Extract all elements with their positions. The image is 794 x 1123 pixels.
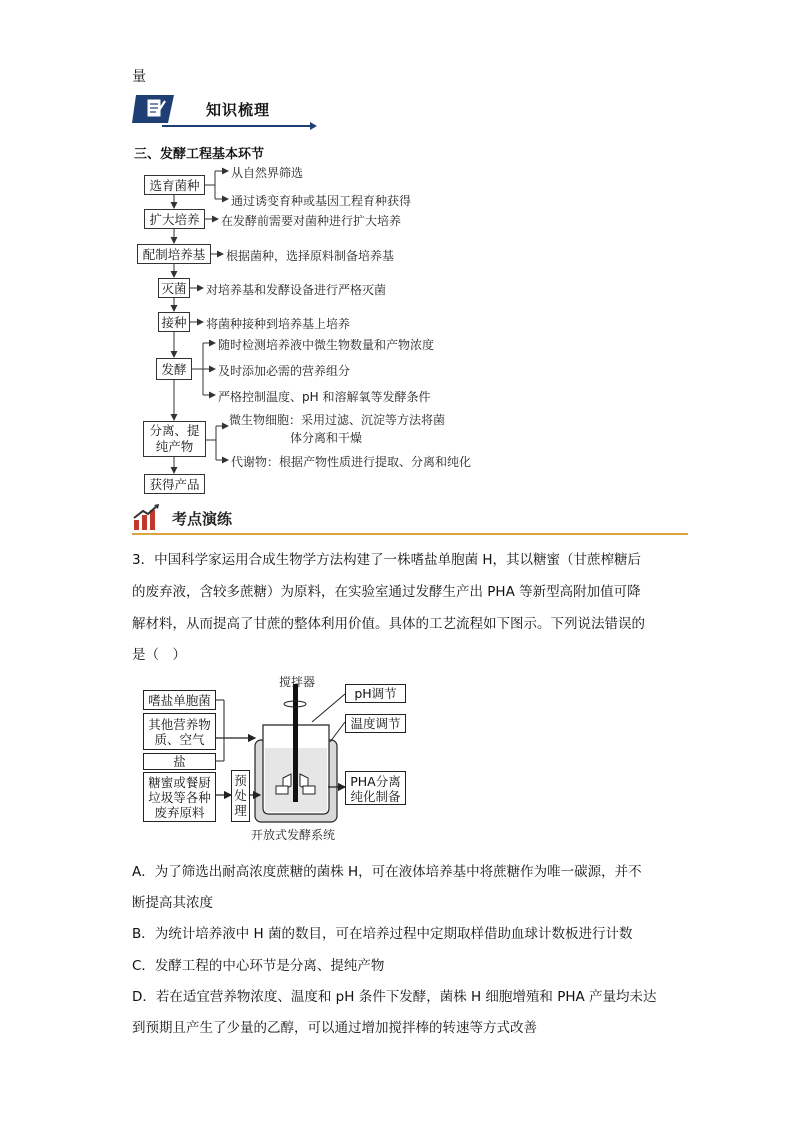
note-ferment-conditions: 严格控制温度、pH 和溶解氧等发酵条件 [218,390,431,404]
section-title: 三、发酵工程基本环节 [134,147,265,162]
pretreatment-box: 预 处 理 [231,770,250,822]
note-ferment-monitor: 随时检测培养液中微生物数量和产物浓度 [218,338,435,352]
question-line-4: 是（ ） [132,647,186,663]
page-top-fragment: 量 [132,69,146,85]
raw-material-input: 糖蜜或餐厨 垃圾等各种 废弃原料 [143,772,216,822]
flow-step-select: 选育菌种 [144,175,205,195]
option-d-line-2: 到预期且产生了少量的乙醇，可以通过增加搅拌棒的转速等方式改善 [132,1020,537,1036]
flow-step-expand: 扩大培养 [144,209,205,229]
note-ferment-nutrients: 及时添加必需的营养组分 [218,364,351,378]
option-b: B．为统计培养液中 H 菌的数目，可在培养过程中定期取样借助血球计数板进行计数 [132,926,633,942]
pha-purification-box: PHA分离 纯化制备 [345,771,406,805]
exercise-header-title: 考点演练 [172,510,233,528]
note-sterilize: 对培养基和发酵设备进行严格灭菌 [206,283,387,297]
option-c: C．发酵工程的中心环节是分离、提纯产物 [132,958,385,974]
note-expand: 在发酵前需要对菌种进行扩大培养 [221,214,402,228]
flow-step-product: 获得产品 [144,474,205,494]
question-line-2: 的废弃液，含较多蔗糖）为原料，在实验室通过发酵生产出 PHA 等新型高附加值可降 [132,584,641,600]
flow-step-ferment: 发酵 [156,358,192,380]
temperature-control-label: 温度调节 [345,714,406,733]
note-medium: 根据菌种，选择原料制备培养基 [226,249,395,263]
option-a-line-2: 断提高其浓度 [132,895,213,911]
question-line-3: 解材料，从而提高了甘蔗的整体利用价值。具体的工艺流程如下图示。下列说法错误的 [132,616,645,632]
flow-step-sterilize: 灭菌 [158,278,190,298]
ph-control-label: pH调节 [345,684,406,703]
diagram-caption: 开放式发酵系统 [251,828,336,842]
option-d-line-1: D．若在适宜营养物浓度、温度和 pH 条件下发酵，菌株 H 细胞增殖和 PHA 产量均未达 [132,989,657,1005]
salt-input: 盐 [143,753,216,770]
bacterium-input: 嗜盐单胞菌 [143,690,216,710]
note-select-nature: 从自然界筛选 [231,166,304,180]
flow-step-inoculate: 接种 [158,312,190,332]
note-separate-cells-2: 体分离和干燥 [290,431,363,445]
note-separate-cells-1: 微生物细胞：采用过滤、沉淀等方法将菌 [229,413,446,427]
note-select-mutation: 通过诱变育种或基因工程育种获得 [231,194,412,208]
stirrer-label: 搅拌器 [279,675,316,689]
flow-step-separate: 分离、提 纯产物 [143,421,206,457]
note-separate-metabolites: 代谢物：根据产物性质进行提取、分离和纯化 [231,455,472,469]
option-a-line-1: A．为了筛选出耐高浓度蔗糖的菌株 H，可在液体培养基中将蔗糖作为唯一碳源，并不 [132,864,642,880]
note-inoculate: 将菌种接种到培养基上培养 [206,317,351,331]
knowledge-header-title: 知识梳理 [206,101,271,119]
flow-step-medium: 配制培养基 [137,244,211,264]
nutrients-input: 其他营养物 质、空气 [143,713,216,750]
question-line-1: 3．中国科学家运用合成生物学方法构建了一株嗜盐单胞菌 H，其以糖蜜（甘蔗榨糖后 [132,552,642,568]
